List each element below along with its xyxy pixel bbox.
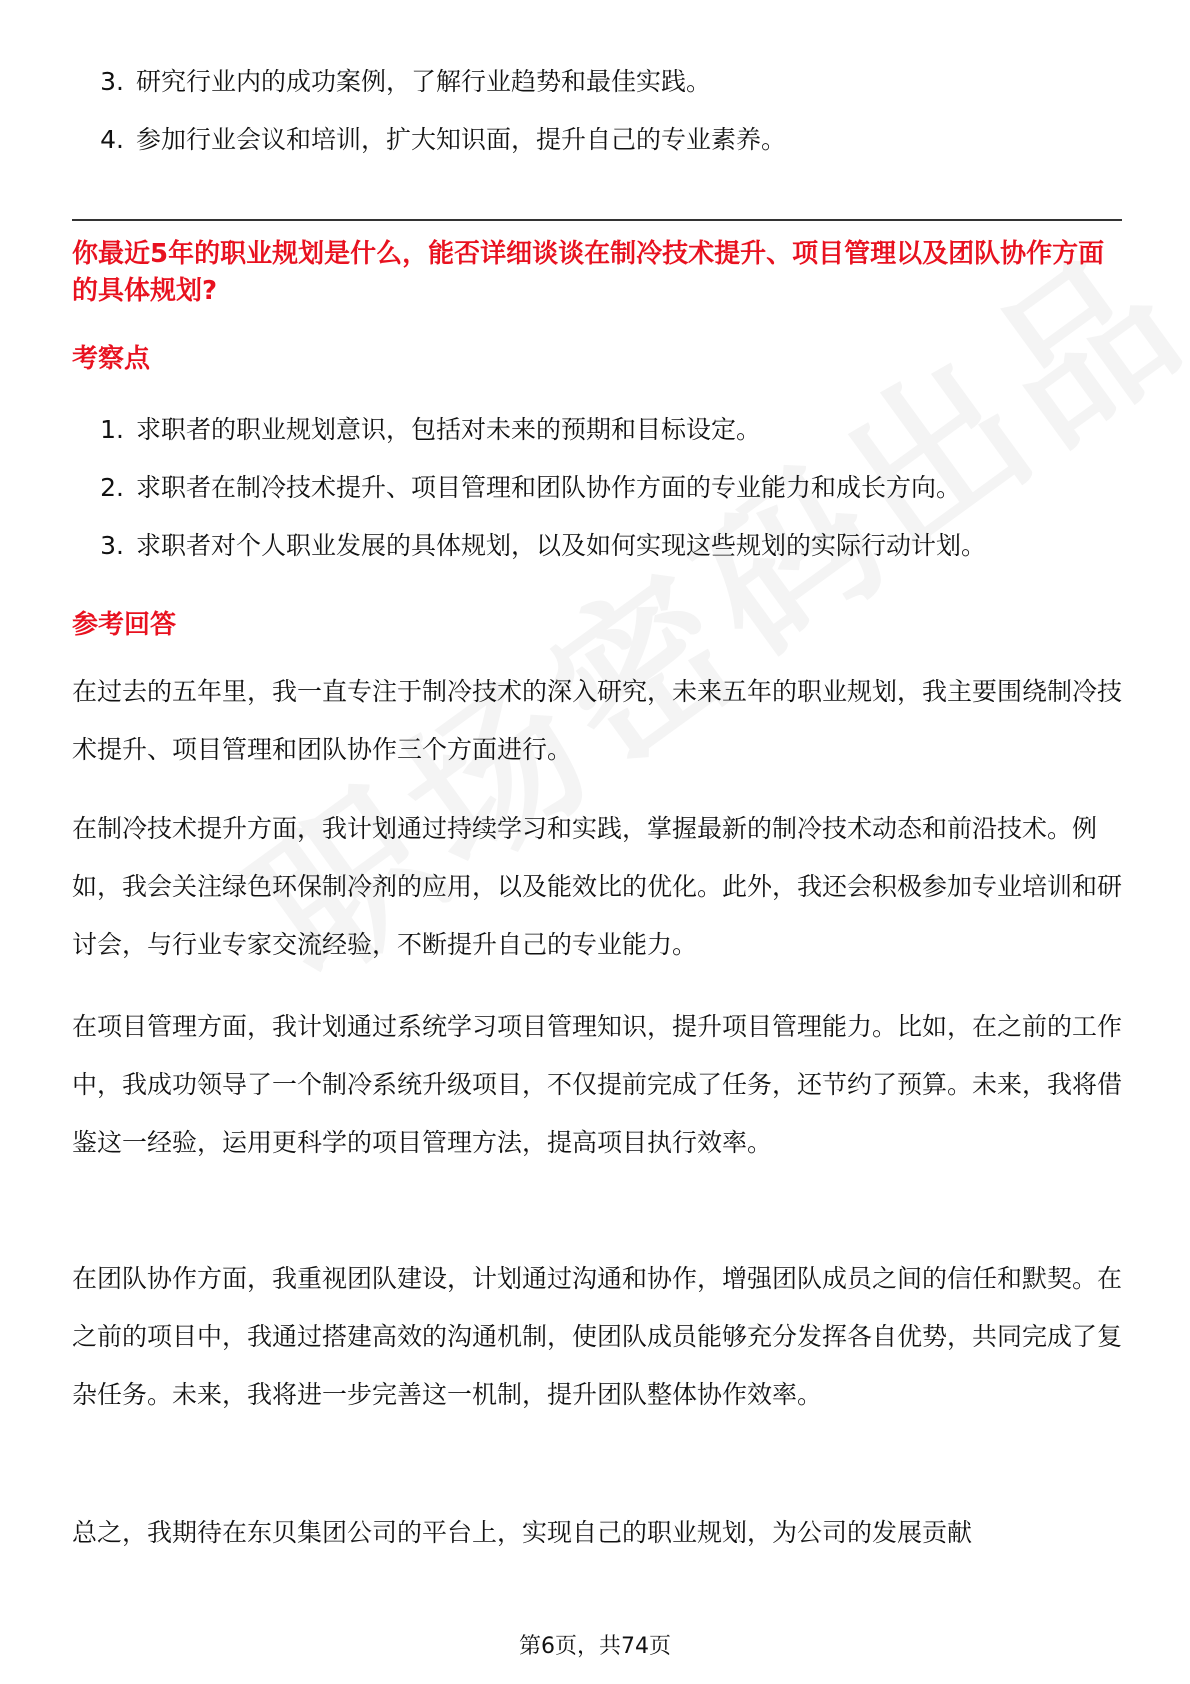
interview-question: 你最近5年的职业规划是什么，能否详细谈谈在制冷技术提升、项目管理以及团队协作方面的具体规划? (72, 239, 1105, 306)
list-number: 3. (100, 531, 124, 560)
answer-paragraph: 总之，我期待在东贝集团公司的平台上，实现自己的职业规划，为公司的发展贡献 (72, 1518, 973, 1547)
exam-points-list (72, 401, 986, 575)
list-text: 求职者的职业规划意识，包括对未来的预期和目标设定。 (136, 415, 762, 444)
answer-paragraph: 在项目管理方面，我计划通过系统学习项目管理知识，提升项目管理能力。比如，在之前的工作中，我成功领导了一个制冷系统升级项目，不仅提前完成了任务，还节约了预算。未来，我将借鉴这一经验，运用更科学的项目管理方法，提高项目执行效率。 (72, 1012, 1123, 1157)
list-number: 1. (100, 415, 124, 444)
reference-answer-heading: 参考回答 (72, 610, 177, 640)
list-text: 研究行业内的成功案例，了解行业趋势和最佳实践。 (136, 67, 712, 96)
list-item (72, 111, 786, 169)
list-text: 参加行业会议和培训，扩大知识面，提升自己的专业素养。 (136, 125, 787, 154)
answer-paragraph: 在团队协作方面，我重视团队建设，计划通过沟通和协作，增强团队成员之间的信任和默契。在之前的项目中，我通过搭建高效的沟通机制，使团队成员能够充分发挥各自优势，共同完成了复杂任务。未来，我将进一步完善这一机制，提升团队整体协作效率。 (72, 1264, 1123, 1409)
answer-paragraph: 在过去的五年里，我一直专注于制冷技术的深入研究，未来五年的职业规划，我主要围绕制冷技术提升、项目管理和团队协作三个方面进行。 (72, 677, 1123, 764)
list-item (72, 401, 986, 459)
list-number: 3. (100, 67, 124, 96)
list-number: 2. (100, 473, 124, 502)
list-text: 求职者在制冷技术提升、项目管理和团队协作方面的专业能力和成长方向。 (136, 473, 962, 502)
list-number: 4. (100, 125, 124, 154)
answer-paragraph: 在制冷技术提升方面，我计划通过持续学习和实践，掌握最新的制冷技术动态和前沿技术。例如，我会关注绿色环保制冷剂的应用，以及能效比的优化。此外，我还会积极参加专业培训和研讨会，与行业专家交流经验，不断提升自己的专业能力。 (72, 814, 1123, 959)
page-footer: 第6页，共74页 (519, 1634, 671, 1659)
section-divider (72, 219, 1122, 221)
previous-answer-list (72, 53, 786, 169)
list-item (72, 459, 986, 517)
list-text: 求职者对个人职业发展的具体规划，以及如何实现这些规划的实际行动计划。 (136, 531, 987, 560)
exam-points-heading: 考察点 (72, 344, 151, 374)
list-item (72, 517, 986, 575)
list-item (72, 53, 786, 111)
